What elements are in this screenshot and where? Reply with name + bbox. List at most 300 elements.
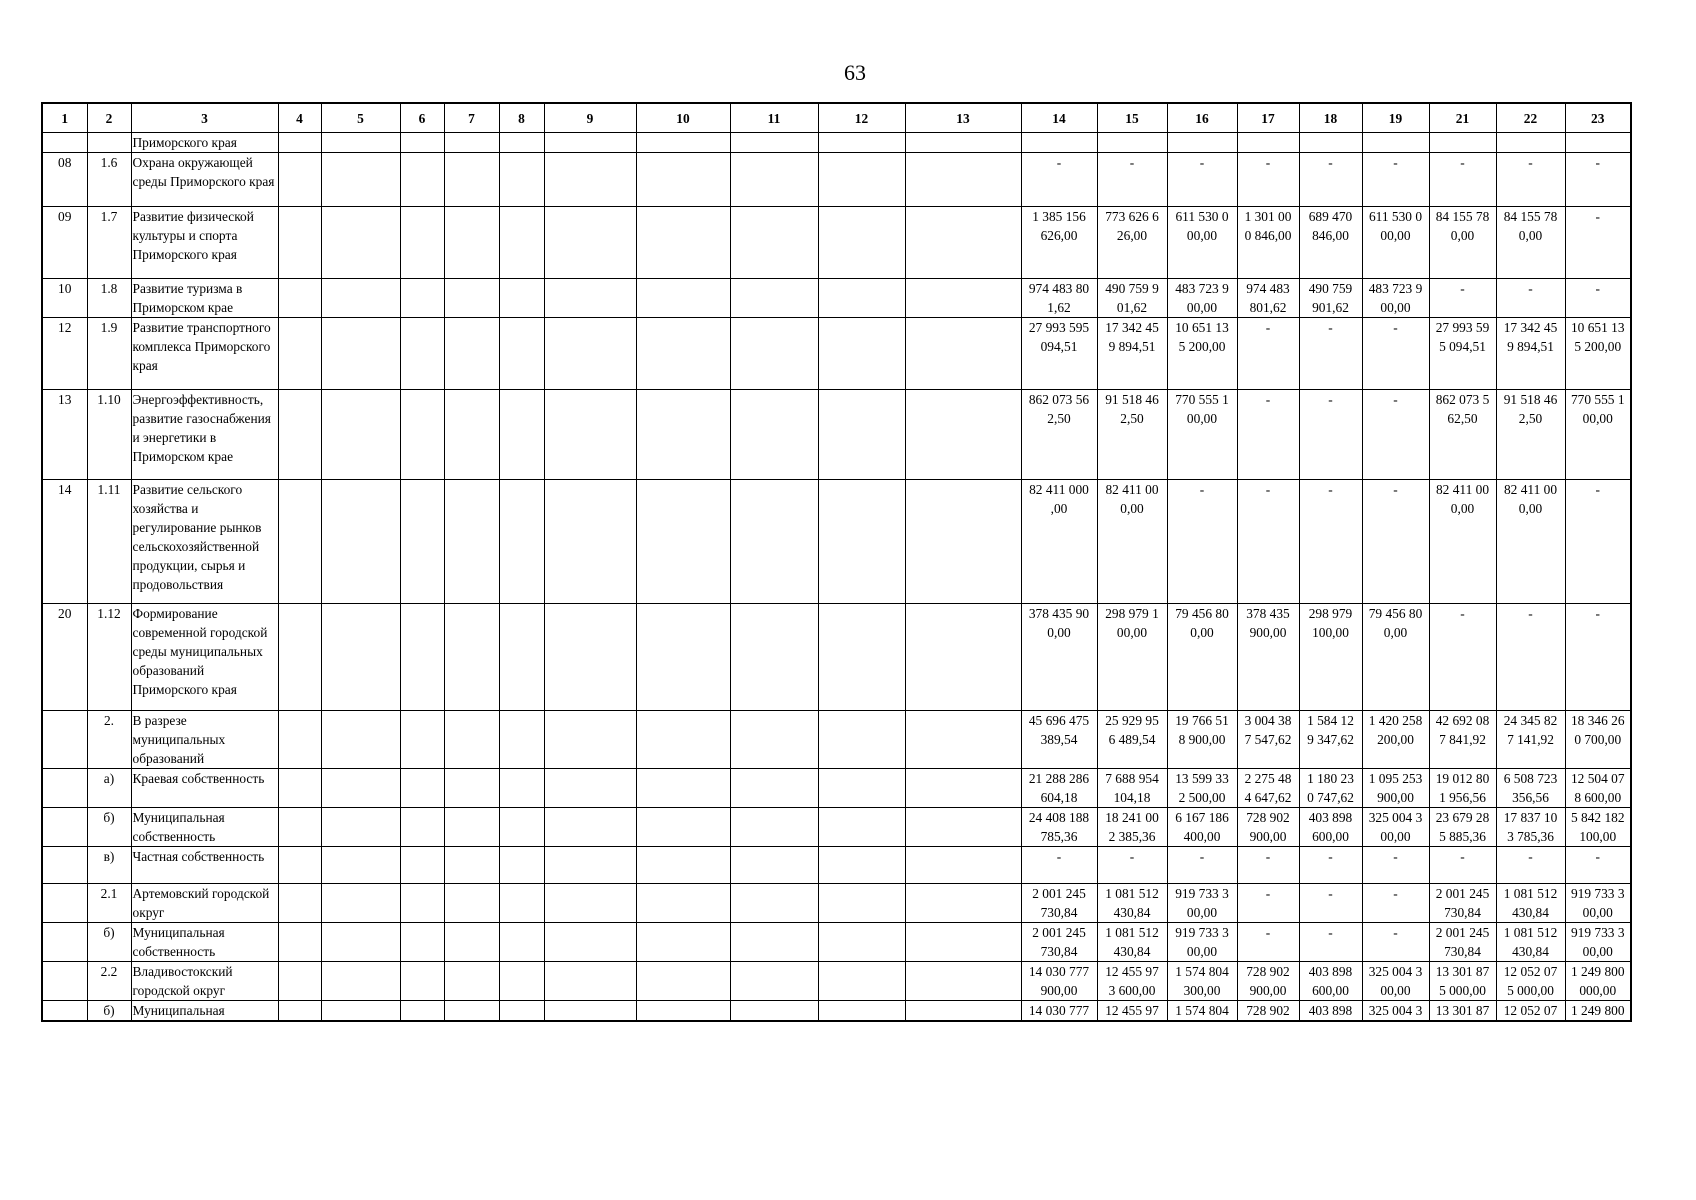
value-cell: 12 504 07 8 600,00 (1565, 769, 1631, 808)
value-cell: 17 342 45 9 894,51 (1496, 318, 1565, 390)
value-cell: 12 455 97 3 600,00 (1097, 962, 1167, 1001)
value-cell: 1 584 12 9 347,62 (1299, 711, 1362, 769)
empty-cell (544, 279, 636, 318)
empty-cell (636, 769, 730, 808)
empty-cell (636, 153, 730, 207)
empty-cell (730, 711, 818, 769)
value-cell: - (1362, 923, 1429, 962)
value-cell: - (1362, 318, 1429, 390)
empty-cell (444, 279, 499, 318)
value-cell: 378 435 90 0,00 (1021, 604, 1097, 711)
row-number-cell (87, 133, 131, 153)
empty-cell (400, 207, 444, 279)
empty-cell (278, 207, 321, 279)
value-cell: 689 470 846,00 (1299, 207, 1362, 279)
empty-cell (499, 847, 544, 884)
empty-cell (544, 847, 636, 884)
value-cell: 12 052 07 5 000,00 (1496, 962, 1565, 1001)
empty-cell (818, 318, 905, 390)
column-header: 13 (905, 103, 1021, 133)
empty-cell (636, 604, 730, 711)
table-row (42, 962, 1631, 1001)
value-cell: 2 001 245 730,84 (1429, 923, 1496, 962)
empty-cell (818, 133, 905, 153)
empty-cell (905, 207, 1021, 279)
value-cell: 17 837 10 3 785,36 (1496, 808, 1565, 847)
empty-cell (400, 1001, 444, 1022)
empty-cell (321, 390, 400, 480)
empty-cell (905, 153, 1021, 207)
value-cell: - (1237, 480, 1299, 604)
value-cell: 42 692 08 7 841,92 (1429, 711, 1496, 769)
table-row (42, 207, 1631, 279)
empty-cell (818, 1001, 905, 1022)
value-cell: - (1565, 604, 1631, 711)
empty-cell (544, 480, 636, 604)
empty-cell (321, 847, 400, 884)
row-code-cell: 13 (42, 390, 87, 480)
value-cell: - (1565, 207, 1631, 279)
row-name-cell: Частная собственность (131, 847, 278, 884)
value-cell: 403 898 600,00 (1299, 808, 1362, 847)
empty-cell (636, 808, 730, 847)
value-cell (1097, 133, 1167, 153)
table-row (42, 153, 1631, 207)
row-name-cell: Развитие сельского хозяйства и регулирование рынков сельскохозяйственной продукции, сырья и продовольствия (131, 480, 278, 604)
empty-cell (400, 962, 444, 1001)
empty-cell (636, 480, 730, 604)
row-name-cell: Энергоэффективность, развитие газоснабжения и энергетики в Приморском крае (131, 390, 278, 480)
empty-cell (730, 480, 818, 604)
empty-cell (321, 480, 400, 604)
empty-cell (400, 884, 444, 923)
value-cell (1167, 133, 1237, 153)
empty-cell (278, 923, 321, 962)
row-number-cell: 1.9 (87, 318, 131, 390)
value-cell: 919 733 3 00,00 (1565, 884, 1631, 923)
value-cell: 1 081 512 430,84 (1097, 884, 1167, 923)
value-cell: - (1299, 318, 1362, 390)
value-cell: 974 483 801,62 (1237, 279, 1299, 318)
table-row (42, 769, 1631, 808)
row-number-cell: 1.10 (87, 390, 131, 480)
row-name-cell: Краевая собственность (131, 769, 278, 808)
value-cell: 728 902 (1237, 1001, 1299, 1022)
empty-cell (818, 962, 905, 1001)
value-cell: 403 898 600,00 (1299, 962, 1362, 1001)
empty-cell (400, 390, 444, 480)
empty-cell (400, 153, 444, 207)
value-cell: 1 081 512 430,84 (1097, 923, 1167, 962)
value-cell: 862 073 5 62,50 (1429, 390, 1496, 480)
value-cell: 3 004 38 7 547,62 (1237, 711, 1299, 769)
empty-cell (278, 480, 321, 604)
column-header: 5 (321, 103, 400, 133)
empty-cell (730, 207, 818, 279)
value-cell: 919 733 3 00,00 (1167, 923, 1237, 962)
empty-cell (818, 480, 905, 604)
empty-cell (321, 711, 400, 769)
empty-cell (400, 847, 444, 884)
value-cell: 1 249 800 (1565, 1001, 1631, 1022)
empty-cell (321, 923, 400, 962)
value-cell: 79 456 80 0,00 (1167, 604, 1237, 711)
row-name-cell: Муниципальная собственность (131, 923, 278, 962)
value-cell: 12 455 97 (1097, 1001, 1167, 1022)
row-number-cell: б) (87, 923, 131, 962)
value-cell: 17 342 45 9 894,51 (1097, 318, 1167, 390)
value-cell: 12 052 07 (1496, 1001, 1565, 1022)
row-number-cell: 2. (87, 711, 131, 769)
empty-cell (636, 962, 730, 1001)
row-name-cell: Развитие физической культуры и спорта Приморского края (131, 207, 278, 279)
empty-cell (544, 769, 636, 808)
empty-cell (905, 604, 1021, 711)
value-cell: 770 555 1 00,00 (1565, 390, 1631, 480)
value-cell: - (1237, 318, 1299, 390)
value-cell: - (1565, 279, 1631, 318)
column-header: 11 (730, 103, 818, 133)
row-number-cell: 1.12 (87, 604, 131, 711)
value-cell: 1 095 253 900,00 (1362, 769, 1429, 808)
empty-cell (544, 1001, 636, 1022)
row-code-cell: 12 (42, 318, 87, 390)
empty-cell (400, 769, 444, 808)
empty-cell (636, 923, 730, 962)
value-cell: 13 301 87 5 000,00 (1429, 962, 1496, 1001)
empty-cell (818, 769, 905, 808)
empty-cell (905, 480, 1021, 604)
empty-cell (444, 604, 499, 711)
column-header: 7 (444, 103, 499, 133)
empty-cell (905, 808, 1021, 847)
value-cell: - (1565, 480, 1631, 604)
empty-cell (905, 711, 1021, 769)
table-row (42, 604, 1631, 711)
value-cell: 24 408 188 785,36 (1021, 808, 1097, 847)
value-cell: 82 411 00 0,00 (1496, 480, 1565, 604)
empty-cell (730, 390, 818, 480)
value-cell: - (1565, 847, 1631, 884)
empty-cell (321, 962, 400, 1001)
empty-cell (818, 808, 905, 847)
column-header: 14 (1021, 103, 1097, 133)
empty-cell (636, 1001, 730, 1022)
empty-cell (730, 808, 818, 847)
empty-cell (321, 207, 400, 279)
value-cell: - (1167, 153, 1237, 207)
empty-cell (499, 480, 544, 604)
empty-cell (905, 279, 1021, 318)
table-row (42, 847, 1631, 884)
column-header: 22 (1496, 103, 1565, 133)
empty-cell (400, 604, 444, 711)
empty-cell (278, 808, 321, 847)
empty-cell (278, 1001, 321, 1022)
column-header: 2 (87, 103, 131, 133)
value-cell: 490 759 901,62 (1299, 279, 1362, 318)
row-code-cell (42, 923, 87, 962)
value-cell: 23 679 28 5 885,36 (1429, 808, 1496, 847)
value-cell: - (1299, 847, 1362, 884)
value-cell: 490 759 9 01,62 (1097, 279, 1167, 318)
column-header: 4 (278, 103, 321, 133)
value-cell: 19 012 80 1 956,56 (1429, 769, 1496, 808)
value-cell: - (1237, 884, 1299, 923)
value-cell: 13 599 33 2 500,00 (1167, 769, 1237, 808)
empty-cell (818, 153, 905, 207)
column-header: 16 (1167, 103, 1237, 133)
value-cell: 2 275 48 4 647,62 (1237, 769, 1299, 808)
value-cell: 1 574 804 300,00 (1167, 962, 1237, 1001)
value-cell: 1 385 156 626,00 (1021, 207, 1097, 279)
empty-cell (544, 318, 636, 390)
empty-cell (499, 153, 544, 207)
column-header: 10 (636, 103, 730, 133)
value-cell: - (1496, 847, 1565, 884)
value-cell: - (1237, 390, 1299, 480)
value-cell: 14 030 777 900,00 (1021, 962, 1097, 1001)
empty-cell (730, 962, 818, 1001)
empty-cell (905, 318, 1021, 390)
value-cell: 10 651 13 5 200,00 (1167, 318, 1237, 390)
value-cell: - (1237, 923, 1299, 962)
empty-cell (636, 711, 730, 769)
value-cell: 79 456 80 0,00 (1362, 604, 1429, 711)
empty-cell (499, 884, 544, 923)
value-cell: 84 155 78 0,00 (1429, 207, 1496, 279)
row-code-cell (42, 847, 87, 884)
table-row (42, 480, 1631, 604)
data-table (41, 102, 1632, 1022)
value-cell: - (1496, 604, 1565, 711)
value-cell: 919 733 3 00,00 (1167, 884, 1237, 923)
value-cell: 378 435 900,00 (1237, 604, 1299, 711)
empty-cell (636, 279, 730, 318)
column-header: 21 (1429, 103, 1496, 133)
value-cell: - (1362, 390, 1429, 480)
empty-cell (499, 962, 544, 1001)
empty-cell (544, 207, 636, 279)
table-row (42, 279, 1631, 318)
column-header: 8 (499, 103, 544, 133)
value-cell: - (1299, 923, 1362, 962)
column-header: 3 (131, 103, 278, 133)
empty-cell (905, 769, 1021, 808)
value-cell: 27 993 59 5 094,51 (1429, 318, 1496, 390)
row-number-cell: 1.6 (87, 153, 131, 207)
value-cell: 325 004 3 (1362, 1001, 1429, 1022)
empty-cell (400, 318, 444, 390)
value-cell: 13 301 87 (1429, 1001, 1496, 1022)
row-name-cell: Охрана окружающей среды Приморского края (131, 153, 278, 207)
table-row (42, 390, 1631, 480)
empty-cell (905, 923, 1021, 962)
empty-cell (730, 133, 818, 153)
row-code-cell: 09 (42, 207, 87, 279)
row-name-cell: Артемовский городской округ (131, 884, 278, 923)
row-code-cell: 14 (42, 480, 87, 604)
value-cell: 325 004 3 00,00 (1362, 962, 1429, 1001)
value-cell: 6 167 186 400,00 (1167, 808, 1237, 847)
value-cell: 298 979 100,00 (1299, 604, 1362, 711)
empty-cell (636, 390, 730, 480)
row-code-cell: 08 (42, 153, 87, 207)
value-cell: - (1299, 884, 1362, 923)
empty-cell (818, 207, 905, 279)
value-cell: - (1565, 153, 1631, 207)
row-number-cell: б) (87, 808, 131, 847)
value-cell: - (1429, 279, 1496, 318)
value-cell: - (1237, 153, 1299, 207)
empty-cell (444, 153, 499, 207)
empty-cell (499, 279, 544, 318)
empty-cell (544, 962, 636, 1001)
value-cell: 1 180 23 0 747,62 (1299, 769, 1362, 808)
row-code-cell (42, 962, 87, 1001)
value-cell: - (1429, 604, 1496, 711)
empty-cell (499, 1001, 544, 1022)
empty-cell (499, 923, 544, 962)
value-cell: - (1097, 153, 1167, 207)
empty-cell (400, 480, 444, 604)
empty-cell (905, 133, 1021, 153)
value-cell: 27 993 595 094,51 (1021, 318, 1097, 390)
value-cell: 2 001 245 730,84 (1021, 923, 1097, 962)
empty-cell (444, 390, 499, 480)
empty-cell (321, 133, 400, 153)
value-cell (1021, 133, 1097, 153)
value-cell (1429, 133, 1496, 153)
empty-cell (499, 390, 544, 480)
value-cell: 773 626 6 26,00 (1097, 207, 1167, 279)
value-cell (1496, 133, 1565, 153)
value-cell: 25 929 95 6 489,54 (1097, 711, 1167, 769)
empty-cell (818, 390, 905, 480)
column-header: 1 (42, 103, 87, 133)
row-code-cell (42, 133, 87, 153)
value-cell: - (1299, 390, 1362, 480)
value-cell (1299, 133, 1362, 153)
row-number-cell: 1.7 (87, 207, 131, 279)
empty-cell (321, 279, 400, 318)
value-cell: 6 508 723 356,56 (1496, 769, 1565, 808)
empty-cell (730, 153, 818, 207)
table-row (42, 133, 1631, 153)
empty-cell (444, 923, 499, 962)
empty-cell (321, 153, 400, 207)
value-cell: - (1021, 153, 1097, 207)
value-cell: 82 411 000 ,00 (1021, 480, 1097, 604)
value-cell: 84 155 78 0,00 (1496, 207, 1565, 279)
value-cell: 45 696 475 389,54 (1021, 711, 1097, 769)
value-cell: 5 842 182 100,00 (1565, 808, 1631, 847)
empty-cell (730, 604, 818, 711)
row-name-cell: Развитие транспортного комплекса Приморского края (131, 318, 278, 390)
value-cell: - (1362, 884, 1429, 923)
empty-cell (444, 133, 499, 153)
column-header: 18 (1299, 103, 1362, 133)
empty-cell (636, 318, 730, 390)
empty-cell (818, 604, 905, 711)
empty-cell (321, 1001, 400, 1022)
row-name-cell: Развитие туризма в Приморском крае (131, 279, 278, 318)
empty-cell (818, 923, 905, 962)
empty-cell (444, 711, 499, 769)
empty-cell (905, 962, 1021, 1001)
empty-cell (730, 884, 818, 923)
empty-cell (400, 279, 444, 318)
empty-cell (321, 808, 400, 847)
row-name-cell: Владивостокский городской округ (131, 962, 278, 1001)
empty-cell (818, 711, 905, 769)
empty-cell (499, 769, 544, 808)
empty-cell (544, 711, 636, 769)
value-cell: 21 288 286 604,18 (1021, 769, 1097, 808)
row-code-cell (42, 769, 87, 808)
empty-cell (905, 884, 1021, 923)
empty-cell (321, 884, 400, 923)
row-number-cell: 1.11 (87, 480, 131, 604)
empty-cell (444, 847, 499, 884)
value-cell: 7 688 954 104,18 (1097, 769, 1167, 808)
row-code-cell (42, 884, 87, 923)
column-header: 19 (1362, 103, 1429, 133)
empty-cell (730, 923, 818, 962)
row-name-cell: Приморского края (131, 133, 278, 153)
row-name-cell: В разрезе муниципальных образований (131, 711, 278, 769)
value-cell: - (1167, 480, 1237, 604)
empty-cell (499, 318, 544, 390)
value-cell: 19 766 51 8 900,00 (1167, 711, 1237, 769)
empty-cell (499, 133, 544, 153)
value-cell: 1 081 512 430,84 (1496, 884, 1565, 923)
empty-cell (544, 884, 636, 923)
value-cell: 1 301 00 0 846,00 (1237, 207, 1299, 279)
row-number-cell: 1.8 (87, 279, 131, 318)
empty-cell (730, 318, 818, 390)
value-cell: 82 411 00 0,00 (1097, 480, 1167, 604)
value-cell: - (1496, 153, 1565, 207)
value-cell: - (1429, 847, 1496, 884)
empty-cell (444, 808, 499, 847)
value-cell: 770 555 1 00,00 (1167, 390, 1237, 480)
value-cell: - (1362, 847, 1429, 884)
header-row (42, 103, 1631, 133)
empty-cell (636, 207, 730, 279)
empty-cell (499, 207, 544, 279)
row-number-cell: а) (87, 769, 131, 808)
value-cell (1565, 133, 1631, 153)
page-number: 63 (844, 60, 866, 85)
value-cell: 24 345 82 7 141,92 (1496, 711, 1565, 769)
row-number-cell: в) (87, 847, 131, 884)
column-header: 12 (818, 103, 905, 133)
value-cell: 611 530 0 00,00 (1167, 207, 1237, 279)
empty-cell (905, 390, 1021, 480)
value-cell: - (1362, 153, 1429, 207)
empty-cell (544, 604, 636, 711)
value-cell (1237, 133, 1299, 153)
row-number-cell: 2.1 (87, 884, 131, 923)
table-row (42, 884, 1631, 923)
table-row (42, 923, 1631, 962)
empty-cell (636, 847, 730, 884)
table-row (42, 711, 1631, 769)
value-cell: - (1097, 847, 1167, 884)
value-cell: 14 030 777 (1021, 1001, 1097, 1022)
value-cell: 82 411 00 0,00 (1429, 480, 1496, 604)
